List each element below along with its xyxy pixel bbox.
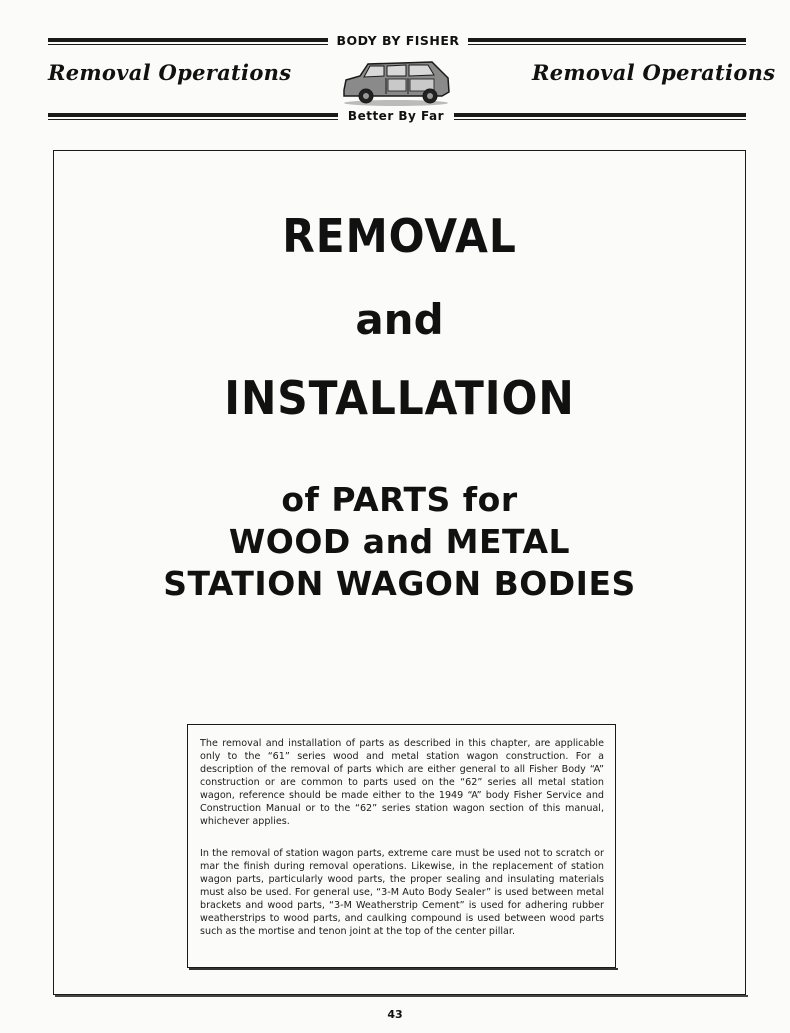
subtitle-line-2: WOOD and METAL [228, 522, 571, 561]
subtitle-line-3: STATION WAGON BODIES [163, 564, 636, 603]
note-paragraph-1: The removal and installation of parts as described in this chapter, are applicable only to the “61” series wood and metal station wagon construction. For a description of the removal of parts which are either general to all Fisher Body “A” construction or are common to parts used on the “62” series all metal station wagon, reference should be made either to the 1949 “A” body Fisher Service and Construction Manual or to the “62” series station wagon section of this manual, whichever applies. [200, 738, 604, 827]
header-rule-top-right-thin [468, 44, 746, 45]
header-rule-bottom-right [454, 113, 746, 117]
title-removal: REMOVAL [282, 209, 517, 263]
header-rule-top-right [468, 38, 746, 42]
header-right-title: Removal Operations [532, 60, 776, 85]
header-left-title: Removal Operations [48, 60, 292, 85]
title-installation: INSTALLATION [224, 371, 575, 425]
header-rule-bottom-left-thin [48, 119, 338, 120]
note-paragraph-2: In the removal of station wagon parts, extreme care must be used not to scratch or mar the finish during removal operations. Likewise, in the replacement of station wagon parts, particularly wood parts, the proper sealing and insulating materials must also be used. For general use, “3-M Auto Body Sealer” is used between metal brackets and wood parts, “3-M Weatherstrip Cement” is used for adhering rubber weatherstrips to wood parts, and caulking compound is used between wood parts such as the mortise and tenon joint at the top of the center pillar. [200, 848, 604, 937]
note-box-shadow [189, 968, 618, 970]
brand-top: BODY BY FISHER [336, 33, 460, 48]
header-rule-bottom-right-thin [454, 119, 746, 120]
header-rule-bottom-left [48, 113, 338, 117]
title-and: and [355, 295, 444, 344]
header-rule-top-left-thin [48, 44, 328, 45]
header-rule-top-left [48, 38, 328, 42]
station-wagon-icon [336, 50, 456, 108]
subtitle-line-1: of PARTS for [281, 480, 518, 519]
frame-shadow [55, 995, 748, 997]
page-number: 43 [387, 1008, 403, 1021]
brand-bottom: Better By Far [347, 109, 445, 123]
note-box [187, 724, 616, 968]
